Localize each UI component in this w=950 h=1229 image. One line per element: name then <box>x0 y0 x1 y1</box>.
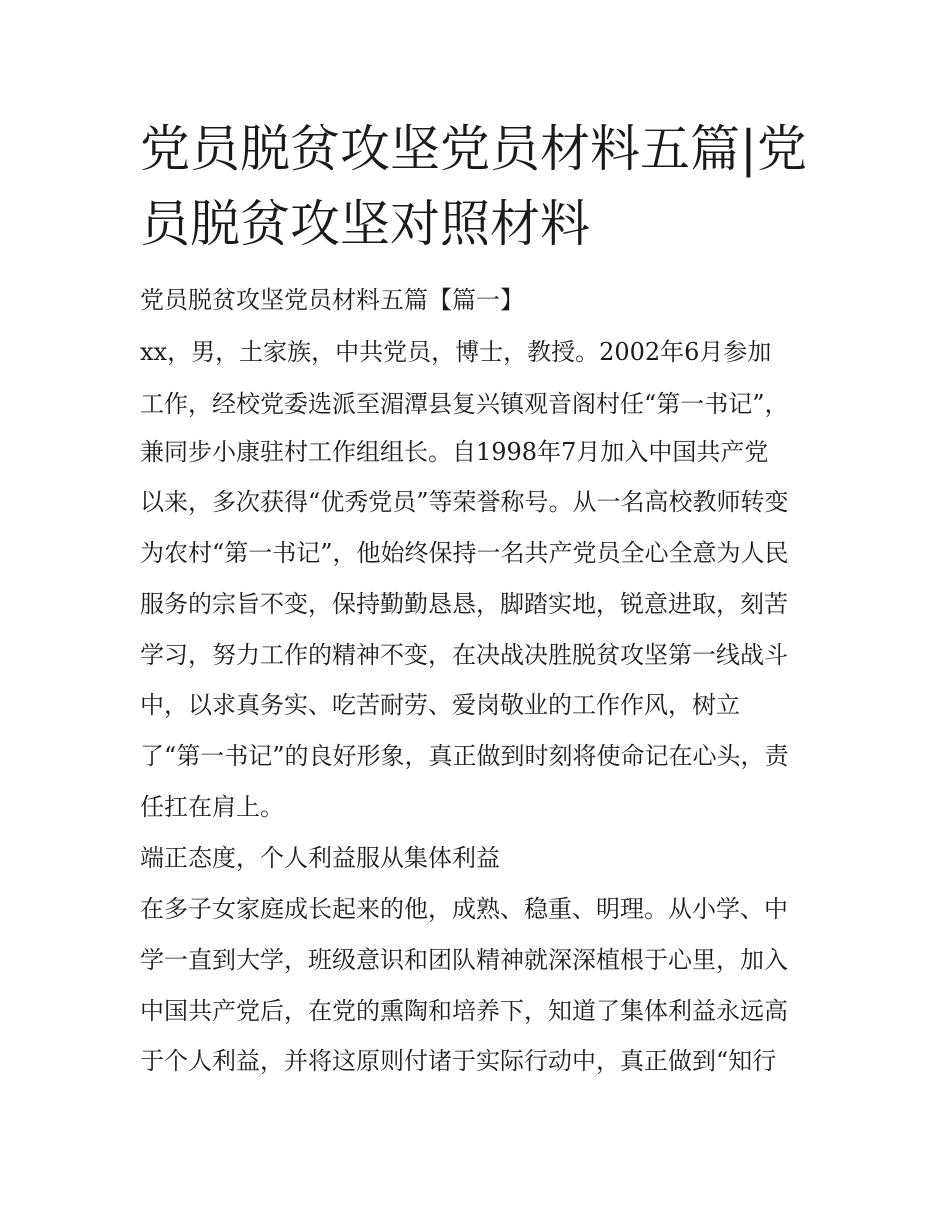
paragraph-line: 中，以求真务实、吃苦耐劳、爱岗敬业的工作作风，树立 <box>140 691 740 719</box>
paragraph-line: 为农村“第一书记”，他始终保持一名共产党员全心全意为人民 <box>140 539 789 567</box>
paragraph-line: 在多子女家庭成长起来的他，成熟、稳重、明理。从小学、中 <box>140 895 788 923</box>
paragraph-line: 了“第一书记”的良好形象，真正做到时刻将使命记在心头，责 <box>140 742 789 770</box>
paragraph-line: 兼同步小康驻村工作组组长。自1998年7月加入中国共产党 <box>140 438 769 466</box>
paragraph-line: 以来，多次获得“优秀党员”等荣誉称号。从一名高校教师转变 <box>140 488 789 516</box>
paragraph-line: 学一直到大学，班级意识和团队精神就深深植根于心里，加入 <box>140 946 788 974</box>
paragraph-line: 工作，经校党委选派至湄潭县复兴镇观音阁村任“第一书记”， <box>140 390 789 418</box>
section-heading: 党员脱贫攻坚党员材料五篇【篇一】 <box>140 286 524 314</box>
title-line: 员脱贫攻坚对照材料 <box>140 195 590 253</box>
paragraph-line: 服务的宗旨不变，保持勤勤恳恳，脚踏实地，锐意进取，刻苦 <box>140 590 788 618</box>
paragraph-line: 任扛在肩上。 <box>140 793 284 821</box>
paragraph-line: 学习，努力工作的精神不变，在决战决胜脱贫攻坚第一线战斗 <box>140 641 788 669</box>
paragraph-line: 中国共产党后，在党的熏陶和培养下，知道了集体利益永远高 <box>140 997 788 1025</box>
paragraph-line: xx，男，土家族，中共党员，博士，教授。2002年6月参加 <box>140 338 772 366</box>
title-line: 党员脱贫攻坚党员材料五篇|党 <box>140 120 807 178</box>
document-title <box>140 112 830 262</box>
section-heading: 端正态度，个人利益服从集体利益 <box>140 844 500 872</box>
paragraph-line: 于个人利益，并将这原则付诸于实际行动中，真正做到“知行 <box>140 1047 777 1075</box>
